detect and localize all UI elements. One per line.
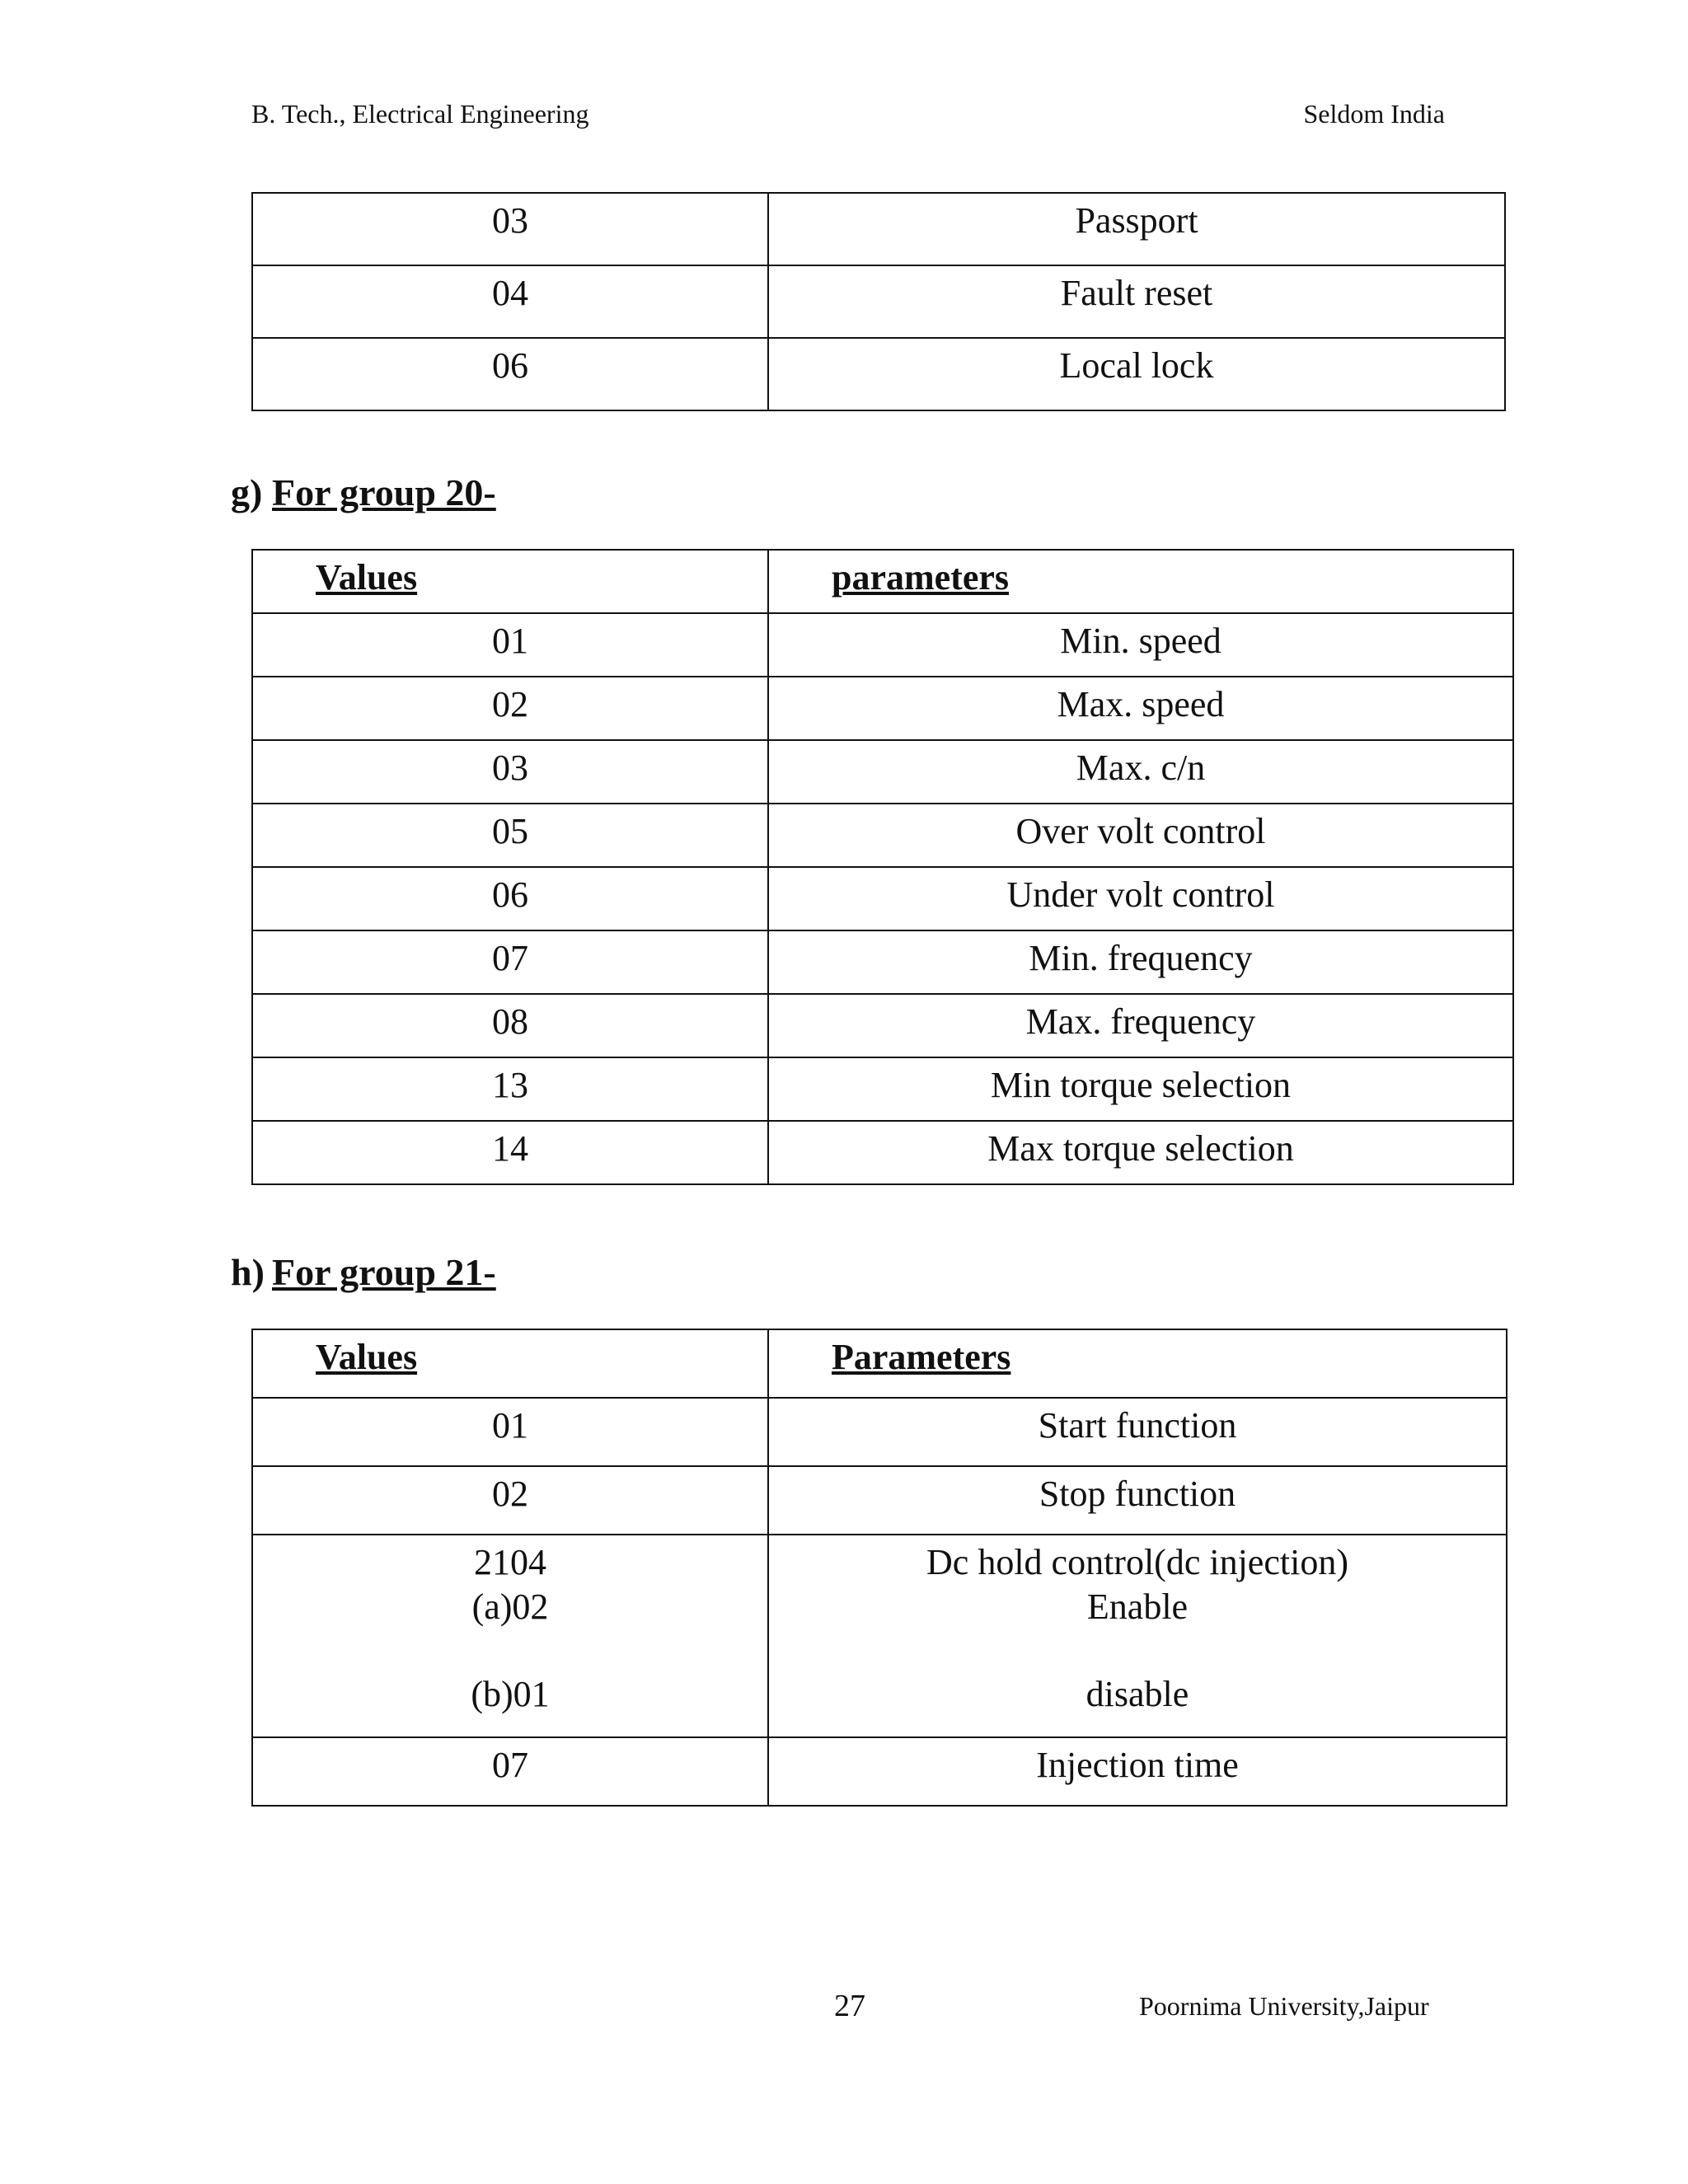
values-header: Values — [252, 550, 768, 613]
parameter-cell: Under volt control — [768, 867, 1513, 930]
section-label: g) — [231, 471, 263, 513]
value-cell: 06 — [252, 867, 768, 930]
parameter-cell: Over volt control — [768, 804, 1513, 867]
table-row — [252, 1737, 1507, 1806]
value-cell: 04 — [252, 265, 768, 338]
value-cell: 03 — [252, 740, 768, 804]
table-row — [252, 804, 1513, 867]
parameter-cell: Fault reset — [768, 265, 1505, 338]
page-number: 27 — [834, 1989, 865, 2023]
parameter-cell: Min. speed — [768, 613, 1513, 677]
group-19-table-continued — [251, 192, 1506, 411]
parameter-cell: Max. c/n — [768, 740, 1513, 804]
param-option-b: disable — [1085, 1674, 1189, 1714]
value-cell: 01 — [252, 613, 768, 677]
param-option-a: Enable — [1086, 1586, 1189, 1627]
table-row — [252, 265, 1505, 338]
value-cell: 01 — [252, 1398, 768, 1466]
table-row — [252, 613, 1513, 677]
value-cell-multi — [252, 1535, 768, 1737]
table-row — [252, 338, 1505, 410]
footer-university: Poornima University,Jaipur — [1139, 1991, 1429, 2021]
value-cell: 02 — [252, 1466, 768, 1535]
value-cell: 08 — [252, 994, 768, 1057]
parameter-cell: Max torque selection — [768, 1121, 1513, 1184]
value-cell: 03 — [252, 193, 768, 265]
parameters-header: Parameters — [768, 1329, 1507, 1398]
value-cell: 14 — [252, 1121, 768, 1184]
table-row — [252, 1398, 1507, 1466]
table-row — [252, 1121, 1513, 1184]
table-row — [252, 1057, 1513, 1121]
header-right: Seldom India — [1303, 99, 1445, 129]
values-header: Values — [252, 1329, 768, 1398]
section-g-heading — [231, 470, 496, 516]
table-header-row — [252, 1329, 1507, 1398]
parameter-cell: Min. frequency — [768, 930, 1513, 994]
value-cell: 06 — [252, 338, 768, 410]
parameter-cell: Passport — [768, 193, 1505, 265]
table-row — [252, 1466, 1507, 1535]
parameter-cell: Local lock — [768, 338, 1505, 410]
group-21-table — [251, 1329, 1507, 1807]
value-cell: 05 — [252, 804, 768, 867]
value-option-b: (b)01 — [471, 1674, 550, 1714]
section-h-heading — [231, 1249, 496, 1296]
value-option-a: (a)02 — [471, 1586, 549, 1627]
table-row — [252, 994, 1513, 1057]
value-cell: 07 — [252, 930, 768, 994]
section-label: h) — [231, 1251, 265, 1293]
parameter-cell: Injection time — [768, 1737, 1507, 1806]
table-row — [252, 867, 1513, 930]
parameter-cell: Max. speed — [768, 677, 1513, 740]
parameter-cell: Stop function — [768, 1466, 1507, 1535]
value-main: 2104 — [474, 1542, 546, 1582]
table-row — [252, 930, 1513, 994]
value-cell: 07 — [252, 1737, 768, 1806]
parameters-header: parameters — [768, 550, 1513, 613]
value-cell: 02 — [252, 677, 768, 740]
spacer — [776, 1629, 1499, 1672]
group-20-table — [251, 549, 1514, 1185]
spacer — [260, 1629, 761, 1672]
parameter-cell-multi — [768, 1535, 1507, 1737]
parameter-cell: Min torque selection — [768, 1057, 1513, 1121]
parameter-cell: Start function — [768, 1398, 1507, 1466]
header-left: B. Tech., Electrical Engineering — [251, 99, 589, 129]
section-title: For group 21- — [272, 1251, 496, 1293]
section-title: For group 20- — [272, 471, 496, 513]
table-row — [252, 677, 1513, 740]
table-header-row — [252, 550, 1513, 613]
table-row — [252, 193, 1505, 265]
param-main: Dc hold control(dc injection) — [926, 1542, 1348, 1582]
table-row — [252, 740, 1513, 804]
value-cell: 13 — [252, 1057, 768, 1121]
table-row — [252, 1535, 1507, 1737]
parameter-cell: Max. frequency — [768, 994, 1513, 1057]
